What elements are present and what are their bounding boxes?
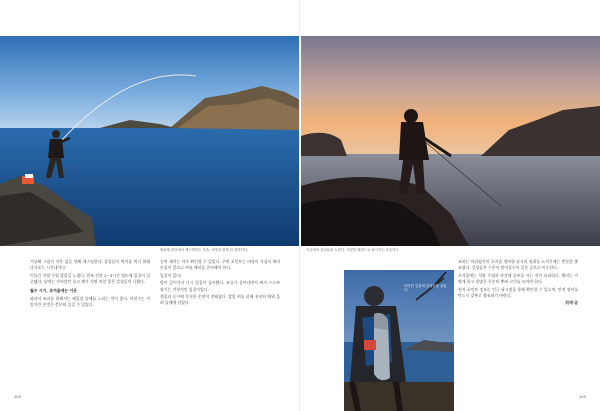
inset-caption-badge: 이어진 입질에 감성돔을 걸었다. [404,284,447,293]
paragraph: 입질이 있다! [160,272,182,278]
right-page [300,0,600,411]
paragraph: 조과는 아쉬웠지만 초겨울 갯바위 낚시의 정취를 느끼기에는 충분한 출조였다. 감성돔은 수온이 떨어질수록 깊은 곳으로 이동한다. [458,259,578,271]
right-photo-caption: 이곳에서 감성돔을 노린다. 석양을 배경으로 낚시하는 모습이다. [306,248,400,252]
paragraph: 겨냥해 그림의 작은 섬을 향해 캐스팅한다. 감성돔이 먹이를 먹기 위해 다가오는 시간대이다. [30,259,150,271]
left-text-column-2 [160,259,280,308]
angler-with-fish-inset-photo [344,270,454,411]
paragraph: 밤이 깊어가자 다시 입질이 들어왔다. 조류가 살아나면서 찌가 스르륵 잠기는 전형적인 입질이었다. [160,280,280,292]
paragraph: 이틀간 석양 무렵 발밑을 노렸다. 만조 전후 2~3시간 정도에 입질이 집중됐다. 낮에는 잔씨알만 물고 해가 지면 씨알 좋은 감성돔이 나왔다. [30,272,150,284]
left-text-column-1 [30,259,150,310]
sunset-angler-photo [301,36,600,246]
left-photo-caption: 방파제 끝단에서 캐스팅하는 모습. 석양과 함께 한 장면이다. [160,248,249,252]
subheading: 월수 시기, 초겨울에는 이곳 [30,288,77,294]
paragraph: 따라서 조과를 위해서는 해질녘 물때를 노리는 것이 좋다. 마릿수는 적었지만 손맛은 충분히 즐길 수 있었다. [30,295,150,307]
paragraph: 중어 새끼는 자주 확인할 수 있었다. 주변 포인트는 바닥이 거칠어 채비 손실이 잦으니 여유 채비를 준비해야 한다. [160,259,280,271]
page-number-left: 104 [14,395,21,399]
author-credit: 취재·글 [565,300,578,306]
paragraph: 현지 포인트 정보는 인근 낚시점을 통해 확인할 수 있으며, 안전 장비를 반드시 갖추고 출조하기 바란다. [458,286,578,298]
paragraph: 초겨울에는 석양 무렵과 야간에 승부를 거는 것이 유리하다. 채비는 가볍게 하고 밑밥은 꾸준히 뿌려 고기를 모아야 한다. [458,272,578,284]
paragraph: 챔질과 동시에 묵직한 손맛이 전해졌다. 발밑 여를 피해 천천히 띄워 올려 뜰채에 담았다. [160,294,280,306]
page-number-right: 105 [579,395,586,399]
right-text-column [458,259,578,308]
coastal-fishing-photo [0,36,300,246]
